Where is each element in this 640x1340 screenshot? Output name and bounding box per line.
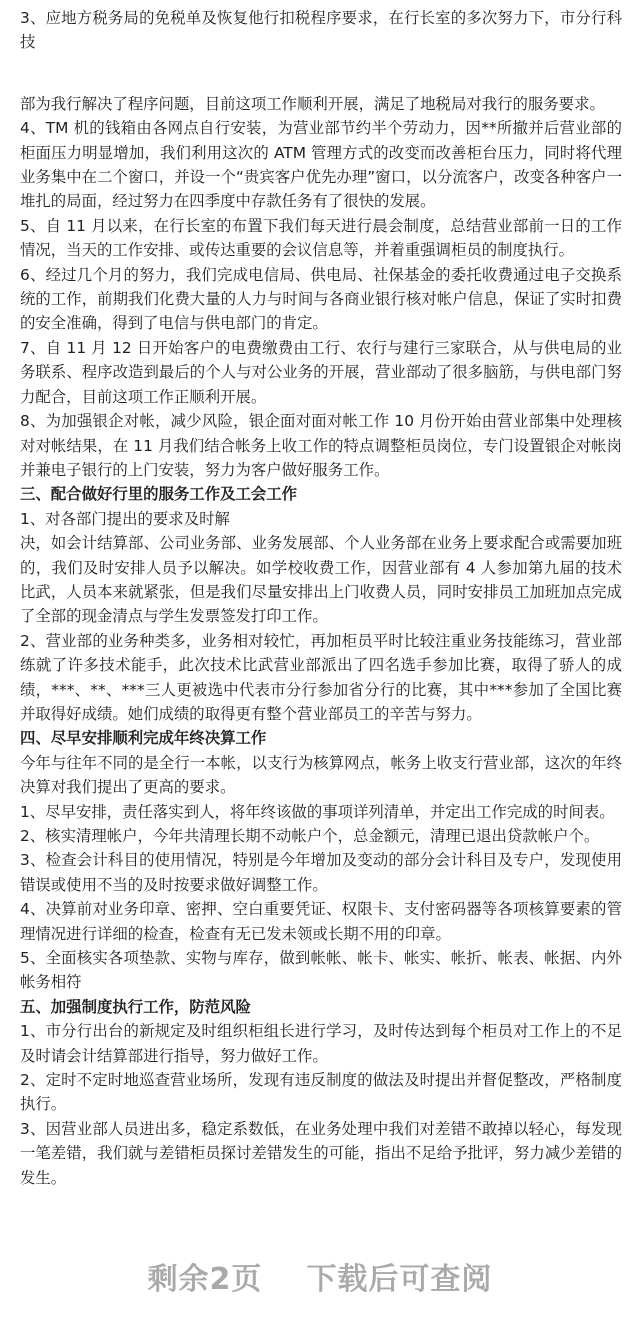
section-heading: 三、配合做好行里的服务工作及工会工作 (20, 485, 298, 504)
paragraph: 2、核实清理帐户，今年共清理长期不动帐户个，总金额元，清理已退出贷款帐户个。 (20, 827, 600, 845)
remaining-pages-label[interactable]: 剩余2页 (147, 1262, 263, 1298)
section-heading: 五、加强制度执行工作，防范风险 (20, 997, 251, 1016)
paragraph: 7、自 11 月 12 日开始客户的电费缴费由工行、农行与建行三家联合，从与供电局的业务联系、程序改造到最后的个人与对公业务的开展，营业部动了很多脑筋，与供电部门努力配合，目前这项工作正顺利开展。 (20, 338, 622, 406)
paragraph: 8、为加强银企对帐，减少风险，银企面对面对帐工作 10 月份开始由营业部集中处理核对对帐结果，在 11 月我们结合帐务上收工作的特点调整柜员岗位，专门设置银企对帐岗并兼电子银行的上门安装，努力为客户做好服务工作。 (20, 412, 622, 479)
paragraph: 4、TM 机的钱箱由各网点自行安装，为营业部节约半个劳动力，因**所撤并后营业部的柜面压力明显增加，我们利用这次的 ATM 管理方式的改变而改善柜台压力，同时将代理业务集中在二个窗口，并设一个“贵宾客户优先办理”窗口，以分流客户，改变各种客户一堆扎的局面，经过努力在四季度中存款任务有了很快的发展。 (20, 119, 622, 211)
paragraph-first-line: 3、应地方税务局的免税单及恢复他行扣税程序要求，在行长室的多次努力下，市分行科技 (20, 9, 622, 52)
paragraph: 1、尽早安排，责任落实到人，将年终该做的事项详列清单，并定出工作完成的时间表。 (20, 802, 615, 821)
section-heading: 四、尽早安排顺利完成年终决算工作 (20, 729, 267, 748)
paragraph: 3、因营业部人员进出多，稳定系数低，在业务处理中我们对差错不敢掉以轻心，每发现一笔差错，我们就与差错柜员探讨差错发生的可能，指出不足给予批评，努力减少差错的发生。 (20, 1119, 622, 1187)
document-body (20, 0, 622, 1190)
paragraph: 2、定时不定时地巡查营业场所，发现有违反制度的做法及时提出并督促整改，严格制度执行。 (20, 1071, 622, 1114)
download-prompt[interactable] (0, 1260, 640, 1340)
page-break-gap (20, 55, 622, 92)
paragraph-list (20, 92, 622, 1190)
paragraph: 5、自 11 月以来，在行长室的布置下我们每天进行晨会制度，总结营业部前一日的工作情况，当天的工作安排、或传达重要的会议信息等，并着重强调柜员的制度执行。 (20, 216, 622, 260)
paragraph: 3、检查会计科目的使用情况，特别是今年增加及变动的部分会计科目及专户，发现使用错误或使用不当的及时按要求做好调整工作。 (20, 851, 622, 894)
paragraph: 决，如会计结算部、公司业务部、业务发展部、个人业务部在业务上要求配合或需要加班的，我们及时安排人员予以解决。如学校收费工作，因营业部有 4 人参加第九届的技术比武，人员本来就紧张，但是我们尽量安排出上门收费人员，同时安排员工加班加点完成了全部的现金清点与学生发票签发打印工作。 (20, 534, 622, 626)
paragraph: 2、营业部的业务种类多，业务相对较忙，再加柜员平时比较注重业务技能练习，营业部练就了许多技术能手，此次技术比武营业部派出了四名选手参加比赛，取得了骄人的成绩，***、**、***三人更被选中代表市分行参加省分行的比赛，其中***参加了全国比赛并取得好成绩。她们成绩的取得更有整个营业部员工的辛苦与努力。 (20, 631, 622, 723)
paragraph: 部为我行解决了程序问题，目前这项工作顺利开展，满足了地税局对我行的服务要求。 (20, 94, 605, 113)
paragraph: 6、经过几个月的努力，我们完成电信局、供电局、社保基金的委托收费通过电子交换系统的工作，前期我们化费大量的人力与时间与各商业银行核对帐户信息，保证了实时扣费的安全准确，得到了电信与供电部门的肯定。 (20, 265, 622, 333)
paragraph: 1、对各部门提出的要求及时解 (20, 509, 230, 528)
paragraph: 5、全面核实各项垫款、实物与库存，做到帐帐、帐卡、帐实、帐折、帐表、帐据、内外帐务相符 (20, 949, 622, 992)
paragraph: 4、决算前对业务印章、密押、空白重要凭证、权限卡、支付密码器等各项核算要素的管理情况进行详细的检查，检查有无已发未领或长期不用的印章。 (20, 900, 622, 943)
download-to-view-label[interactable]: 下载后可查阅 (306, 1262, 493, 1298)
paragraph: 1、市分行出台的新规定及时组织柜组长进行学习，及时传达到每个柜员对工作上的不足及时请会计结算部进行指导，努力做好工作。 (20, 1022, 622, 1065)
paragraph: 今年与往年不同的是全行一本帐，以支行为核算网点，帐务上收支行营业部，这次的年终决算对我们提出了更高的要求。 (20, 753, 622, 797)
